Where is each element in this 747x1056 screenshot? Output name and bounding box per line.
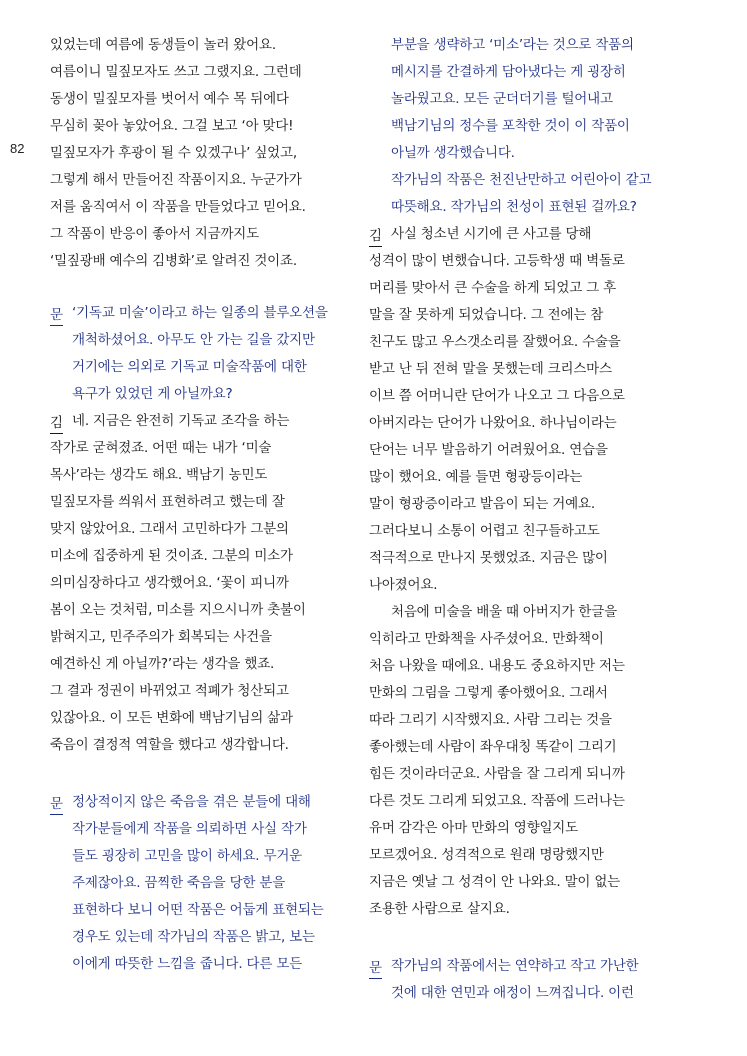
question-line: 백남기님의 정수를 포착한 것이 이 작품이 (391, 118, 630, 134)
question-line: 부분을 생략하고 ‘미소’라는 것으로 작품의 (391, 37, 634, 53)
text-line: 여름이니 밀짚모자도 쓰고 그랬지요. 그런데 (50, 64, 302, 80)
text-line: 그 결과 정권이 바뀌었고 적폐가 청산되고 (50, 683, 289, 699)
text-line: 친구도 많고 우스갯소리를 잘했어요. 수술을 (369, 334, 621, 350)
text-line: 작가로 굳혀졌죠. 어떤 때는 내가 ‘미술 (50, 440, 272, 456)
text-line: 말이 형광증이라고 발음이 되는 거예요. (369, 496, 595, 512)
answer-marker: 김 (50, 413, 63, 434)
text-line: 사실 청소년 시기에 큰 사고를 당해 (391, 226, 592, 242)
question-line: 정상적이지 않은 죽음을 겪은 분들에 대해 (72, 794, 311, 810)
text-line: 목사’라는 생각도 해요. 백남기 농민도 (50, 467, 268, 483)
question-line: 따뜻해요. 작가님의 천성이 표현된 걸까요? (391, 199, 637, 215)
text-line: 받고 난 뒤 전혀 말을 못했는데 크리스마스 (369, 361, 612, 377)
question-line: 작가분들에게 작품을 의뢰하면 사실 작가 (72, 821, 307, 837)
question-marker: 문 (50, 305, 63, 326)
text-line: 모르겠어요. 성격적으로 원래 명랑했지만 (369, 847, 604, 863)
text-line: 네. 지금은 완전히 기독교 조각을 하는 (72, 413, 290, 429)
text-line: 적극적으로 만나지 못했었죠. 지금은 많이 (369, 550, 608, 566)
text-line: 죽음이 결정적 역할을 했다고 생각합니다. (50, 737, 289, 753)
text-line: 성격이 많이 변했습니다. 고등학생 때 벽돌로 (369, 253, 625, 269)
text-line: 따라 그리기 시작했지요. 사람 그리는 것을 (369, 712, 612, 728)
text-line: 이브 쯤 어머니란 단어가 나오고 그 다음으로 (369, 388, 625, 404)
question-line: 경우도 있는데 작가님의 작품은 밝고, 보는 (72, 929, 315, 945)
text-line: 좋아했는데 사람이 좌우대칭 똑같이 그리기 (369, 739, 617, 755)
text-line: 처음 나왔을 때에요. 내용도 중요하지만 저는 (369, 658, 625, 674)
text-line: 나아졌어요. (369, 577, 438, 593)
text-line: 지금은 옛날 그 성격이 안 나와요. 말이 없는 (369, 874, 621, 890)
text-line: 머리를 맞아서 큰 수술을 하게 되었고 그 후 (369, 280, 616, 296)
question-line: 메시지를 간결하게 담아냈다는 게 굉장히 (391, 64, 626, 80)
text-line: 유머 감각은 아마 만화의 영향일지도 (369, 820, 578, 836)
text-line: 동생이 밀짚모자를 벗어서 예수 목 뒤에다 (50, 91, 289, 107)
question-line: 놀라웠고요. 모든 군더더기를 털어내고 (391, 91, 613, 107)
question-line: 욕구가 있었던 게 아닐까요? (72, 386, 233, 402)
page-number: 82 (10, 141, 25, 156)
text-line: 있잖아요. 이 모든 변화에 백남기님의 삶과 (50, 710, 293, 726)
question-marker: 문 (369, 958, 382, 979)
text-line: 저를 움직여서 이 작품을 만들었다고 믿어요. (50, 199, 306, 215)
text-line: 그렇게 해서 만들어진 작품이지요. 누군가가 (50, 172, 302, 188)
question-line: 개척하셨어요. 아무도 안 가는 길을 갔지만 (72, 332, 315, 348)
question-line: 표현하다 보니 어떤 작품은 어둡게 표현되는 (72, 902, 324, 918)
question-line: 주제잖아요. 끔찍한 죽음을 당한 분을 (72, 875, 286, 891)
text-line: 밀짚모자를 씌워서 표현하려고 했는데 잘 (50, 494, 285, 510)
question-line: 작가님의 작품에서는 연약하고 작고 가난한 (391, 958, 639, 974)
text-line: 밝혀지고, 민주주의가 회복되는 사건을 (50, 629, 272, 645)
text-line: 처음에 미술을 배울 때 아버지가 한글을 (391, 604, 617, 620)
text-line: 그 작품이 반응이 좋아서 지금까지도 (50, 226, 259, 242)
text-line: ‘밀짚광배 예수의 김병화’로 알려진 것이죠. (50, 253, 297, 269)
question-line: 이에게 따뜻한 느낌을 줍니다. 다른 모든 (72, 956, 303, 972)
text-line: 단어는 너무 발음하기 어려웠어요. 연습을 (369, 442, 608, 458)
question-line: ‘기독교 미술’이라고 하는 일종의 블루오션을 (72, 305, 328, 321)
text-line: 많이 했어요. 예를 들면 형광등이라는 (369, 469, 583, 485)
text-line: 의미심장하다고 생각했어요. ‘꽃이 피니까 (50, 575, 289, 591)
question-line: 들도 굉장히 고민을 많이 하세요. 무거운 (72, 848, 303, 864)
question-line: 아닐까 생각했습니다. (391, 145, 515, 161)
text-line: 밀짚모자가 후광이 될 수 있겠구나’ 싶었고, (50, 145, 297, 161)
text-line: 아버지라는 단어가 나왔어요. 하나님이라는 (369, 415, 617, 431)
text-line: 말을 잘 못하게 되었습니다. 그 전에는 참 (369, 307, 604, 323)
text-line: 봄이 오는 것처럼, 미소를 지으시니까 촛불이 (50, 602, 306, 618)
question-line: 작가님의 작품은 천진난만하고 어린아이 같고 (391, 172, 652, 188)
question-line: 거기에는 의외로 기독교 미술작품에 대한 (72, 359, 307, 375)
text-line: 맞지 않았어요. 그래서 고민하다가 그분의 (50, 521, 289, 537)
text-line: 무심히 꽂아 놓았어요. 그걸 보고 ‘아 맞다! (50, 118, 294, 134)
text-line: 다른 것도 그리게 되었고요. 작품에 드러나는 (369, 793, 625, 809)
text-line: 있었는데 여름에 동생들이 놀러 왔어요. (50, 37, 276, 53)
text-line: 조용한 사람으로 살지요. (369, 901, 510, 917)
text-line: 힘든 것이라더군요. 사람을 잘 그리게 되니까 (369, 766, 625, 782)
text-line: 미소에 집중하게 된 것이죠. 그분의 미소가 (50, 548, 293, 564)
question-marker: 문 (50, 794, 63, 815)
text-line: 그러다보니 소통이 어렵고 친구들하고도 (369, 523, 600, 539)
text-line: 예견하신 게 아닐까?’라는 생각을 했죠. (50, 656, 275, 672)
text-line: 익히라고 만화책을 사주셨어요. 만화책이 (369, 631, 604, 647)
answer-marker: 김 (369, 226, 382, 247)
question-line: 것에 대한 연민과 애정이 느껴집니다. 이런 (391, 985, 634, 1001)
text-line: 만화의 그림을 그렇게 좋아했어요. 그래서 (369, 685, 608, 701)
